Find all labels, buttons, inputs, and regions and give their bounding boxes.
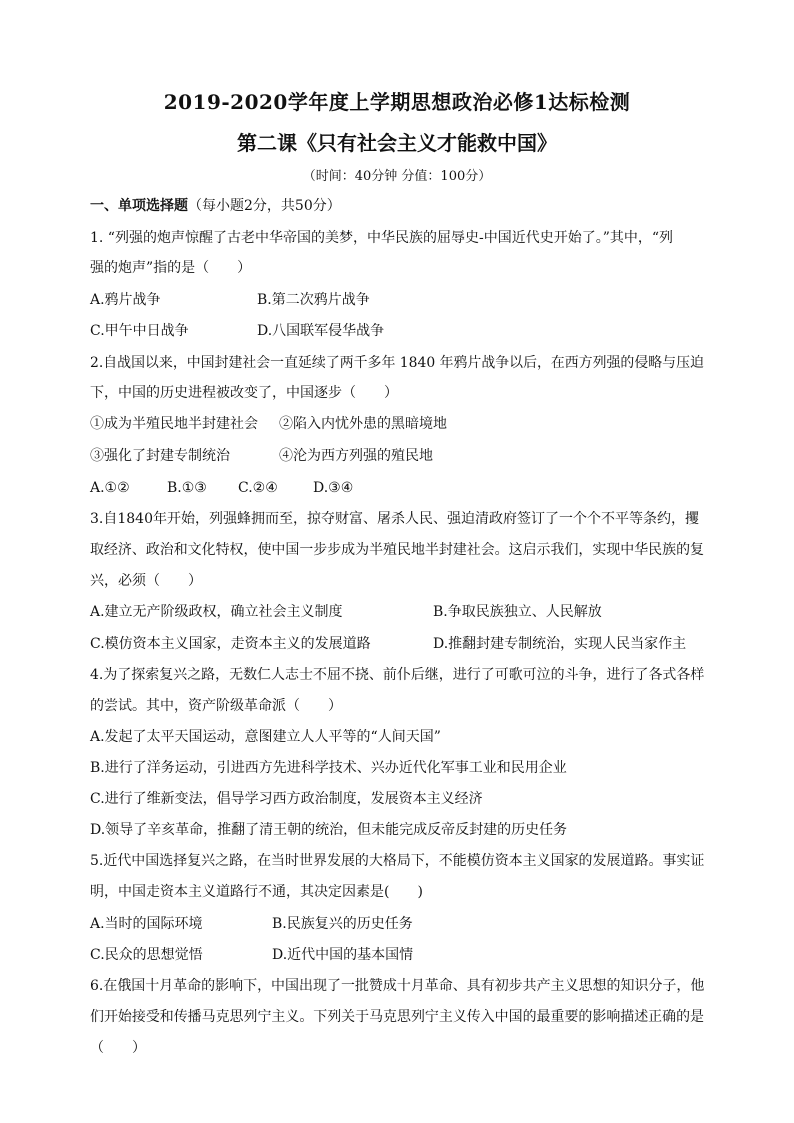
q3-option-a: A.建立无产阶级政权，确立社会主义制度 — [90, 604, 343, 620]
q4-option-a: A.发起了太平天国运动，意图建立人人平等的“人间天国” — [90, 729, 441, 745]
q4-option-c: C.进行了维新变法，倡导学习西方政治制度，发展资本主义经济 — [90, 791, 483, 807]
q2-option-c: C.②④ — [238, 480, 278, 496]
section-heading — [90, 196, 341, 216]
q2-option-d: D.③④ — [313, 480, 354, 496]
q3-line-1: 3.自1840年开始，列强蜂拥而至，掠夺财富、屠杀人民、强迫清政府签订了一个个不平等条约，攫 — [90, 511, 699, 527]
q5-option-c: C.民众的思想觉悟 — [90, 947, 203, 963]
q4-option-d: D.领导了辛亥革命，推翻了清王朝的统治，但未能完成反帝反封建的历史任务 — [90, 822, 568, 838]
q5-line-2: 明，中国走资本主义道路行不通，其决定因素是( ) — [90, 884, 423, 900]
q5-option-d: D.近代中国的基本国情 — [272, 947, 414, 963]
section-title: 一、单项选择题 — [90, 198, 188, 214]
q3-option-d: D.推翻封建专制统治，实现人民当家作主 — [433, 636, 687, 652]
q2-line-2: 下，中国的历史进程被改变了，中国逐步（ ） — [90, 385, 398, 401]
q4-line-1: 4.为了探索复兴之路，无数仁人志士不屈不挠、前仆后继，进行了可歌可泣的斗争，进行了各式各样 — [90, 667, 705, 683]
q2-option-b: B.①③ — [167, 480, 207, 496]
q3-line-2: 取经济、政治和文化特权，使中国一步步成为半殖民地半封建社会。这启示我们，实现中华民族的复 — [90, 542, 704, 558]
q2-line-1: 2.自战国以来，中国封建社会一直延续了两千多年 1840 年鸦片战争以后，在西方列强的侵略与压迫 — [90, 355, 704, 371]
q1-line-1: 1. “列强的炮声惊醒了古老中华帝国的美梦，中华民族的屈辱史-中国近代史开始了。”其中，“列 — [90, 230, 674, 246]
q2-statement-1: ①成为半殖民地半封建社会 — [90, 416, 258, 432]
q3-option-c: C.模仿资本主义国家，走资本主义的发展道路 — [90, 636, 371, 652]
q4-line-2: 的尝试。其中，资产阶级革命派（ ） — [90, 698, 342, 714]
q2-statement-3: ③强化了封建专制统治 — [90, 448, 230, 464]
q3-option-b: B.争取民族独立、人民解放 — [433, 604, 602, 620]
q5-option-a: A.当时的国际环境 — [90, 916, 203, 932]
q1-option-b: B.第二次鸦片战争 — [257, 292, 370, 308]
q6-line-3: （ ） — [90, 1040, 146, 1056]
q6-line-2: 们开始接受和传播马克思列宁主义。下列关于马克思列宁主义传入中国的最重要的影响描述正确的是 — [90, 1009, 704, 1025]
q1-option-d: D.八国联军侵华战争 — [257, 323, 385, 339]
q1-line-2: 强的炮声”指的是（ ） — [90, 260, 252, 276]
section-note: （每小题2分，共50分） — [188, 198, 341, 214]
exam-meta: （时间：40分钟 分值：100分） — [302, 169, 492, 184]
q3-line-3: 兴，必须（ ） — [90, 573, 202, 589]
q2-statement-2: ②陷入内忧外患的黑暗境地 — [279, 416, 447, 432]
q5-line-1: 5.近代中国选择复兴之路，在当时世界发展的大格局下，不能模仿资本主义国家的发展道路。事实证 — [90, 853, 705, 869]
q1-option-c: C.甲午中日战争 — [90, 323, 189, 339]
document-title: 2019-2020学年度上学期思想政治必修1达标检测 — [163, 90, 631, 114]
q6-line-1: 6.在俄国十月革命的影响下，中国出现了一批赞成十月革命、具有初步共产主义思想的知识分子，他 — [90, 978, 705, 994]
lesson-title: 第二课《只有社会主义才能救中国》 — [237, 131, 557, 155]
q2-statement-4: ④沦为西方列强的殖民地 — [279, 448, 433, 464]
q1-option-a: A.鸦片战争 — [90, 292, 161, 308]
q5-option-b: B.民族复兴的历史任务 — [272, 916, 413, 932]
q2-option-a: A.①② — [90, 480, 130, 496]
q4-option-b: B.进行了洋务运动，引进西方先进科学技术、兴办近代化军事工业和民用企业 — [90, 760, 567, 776]
